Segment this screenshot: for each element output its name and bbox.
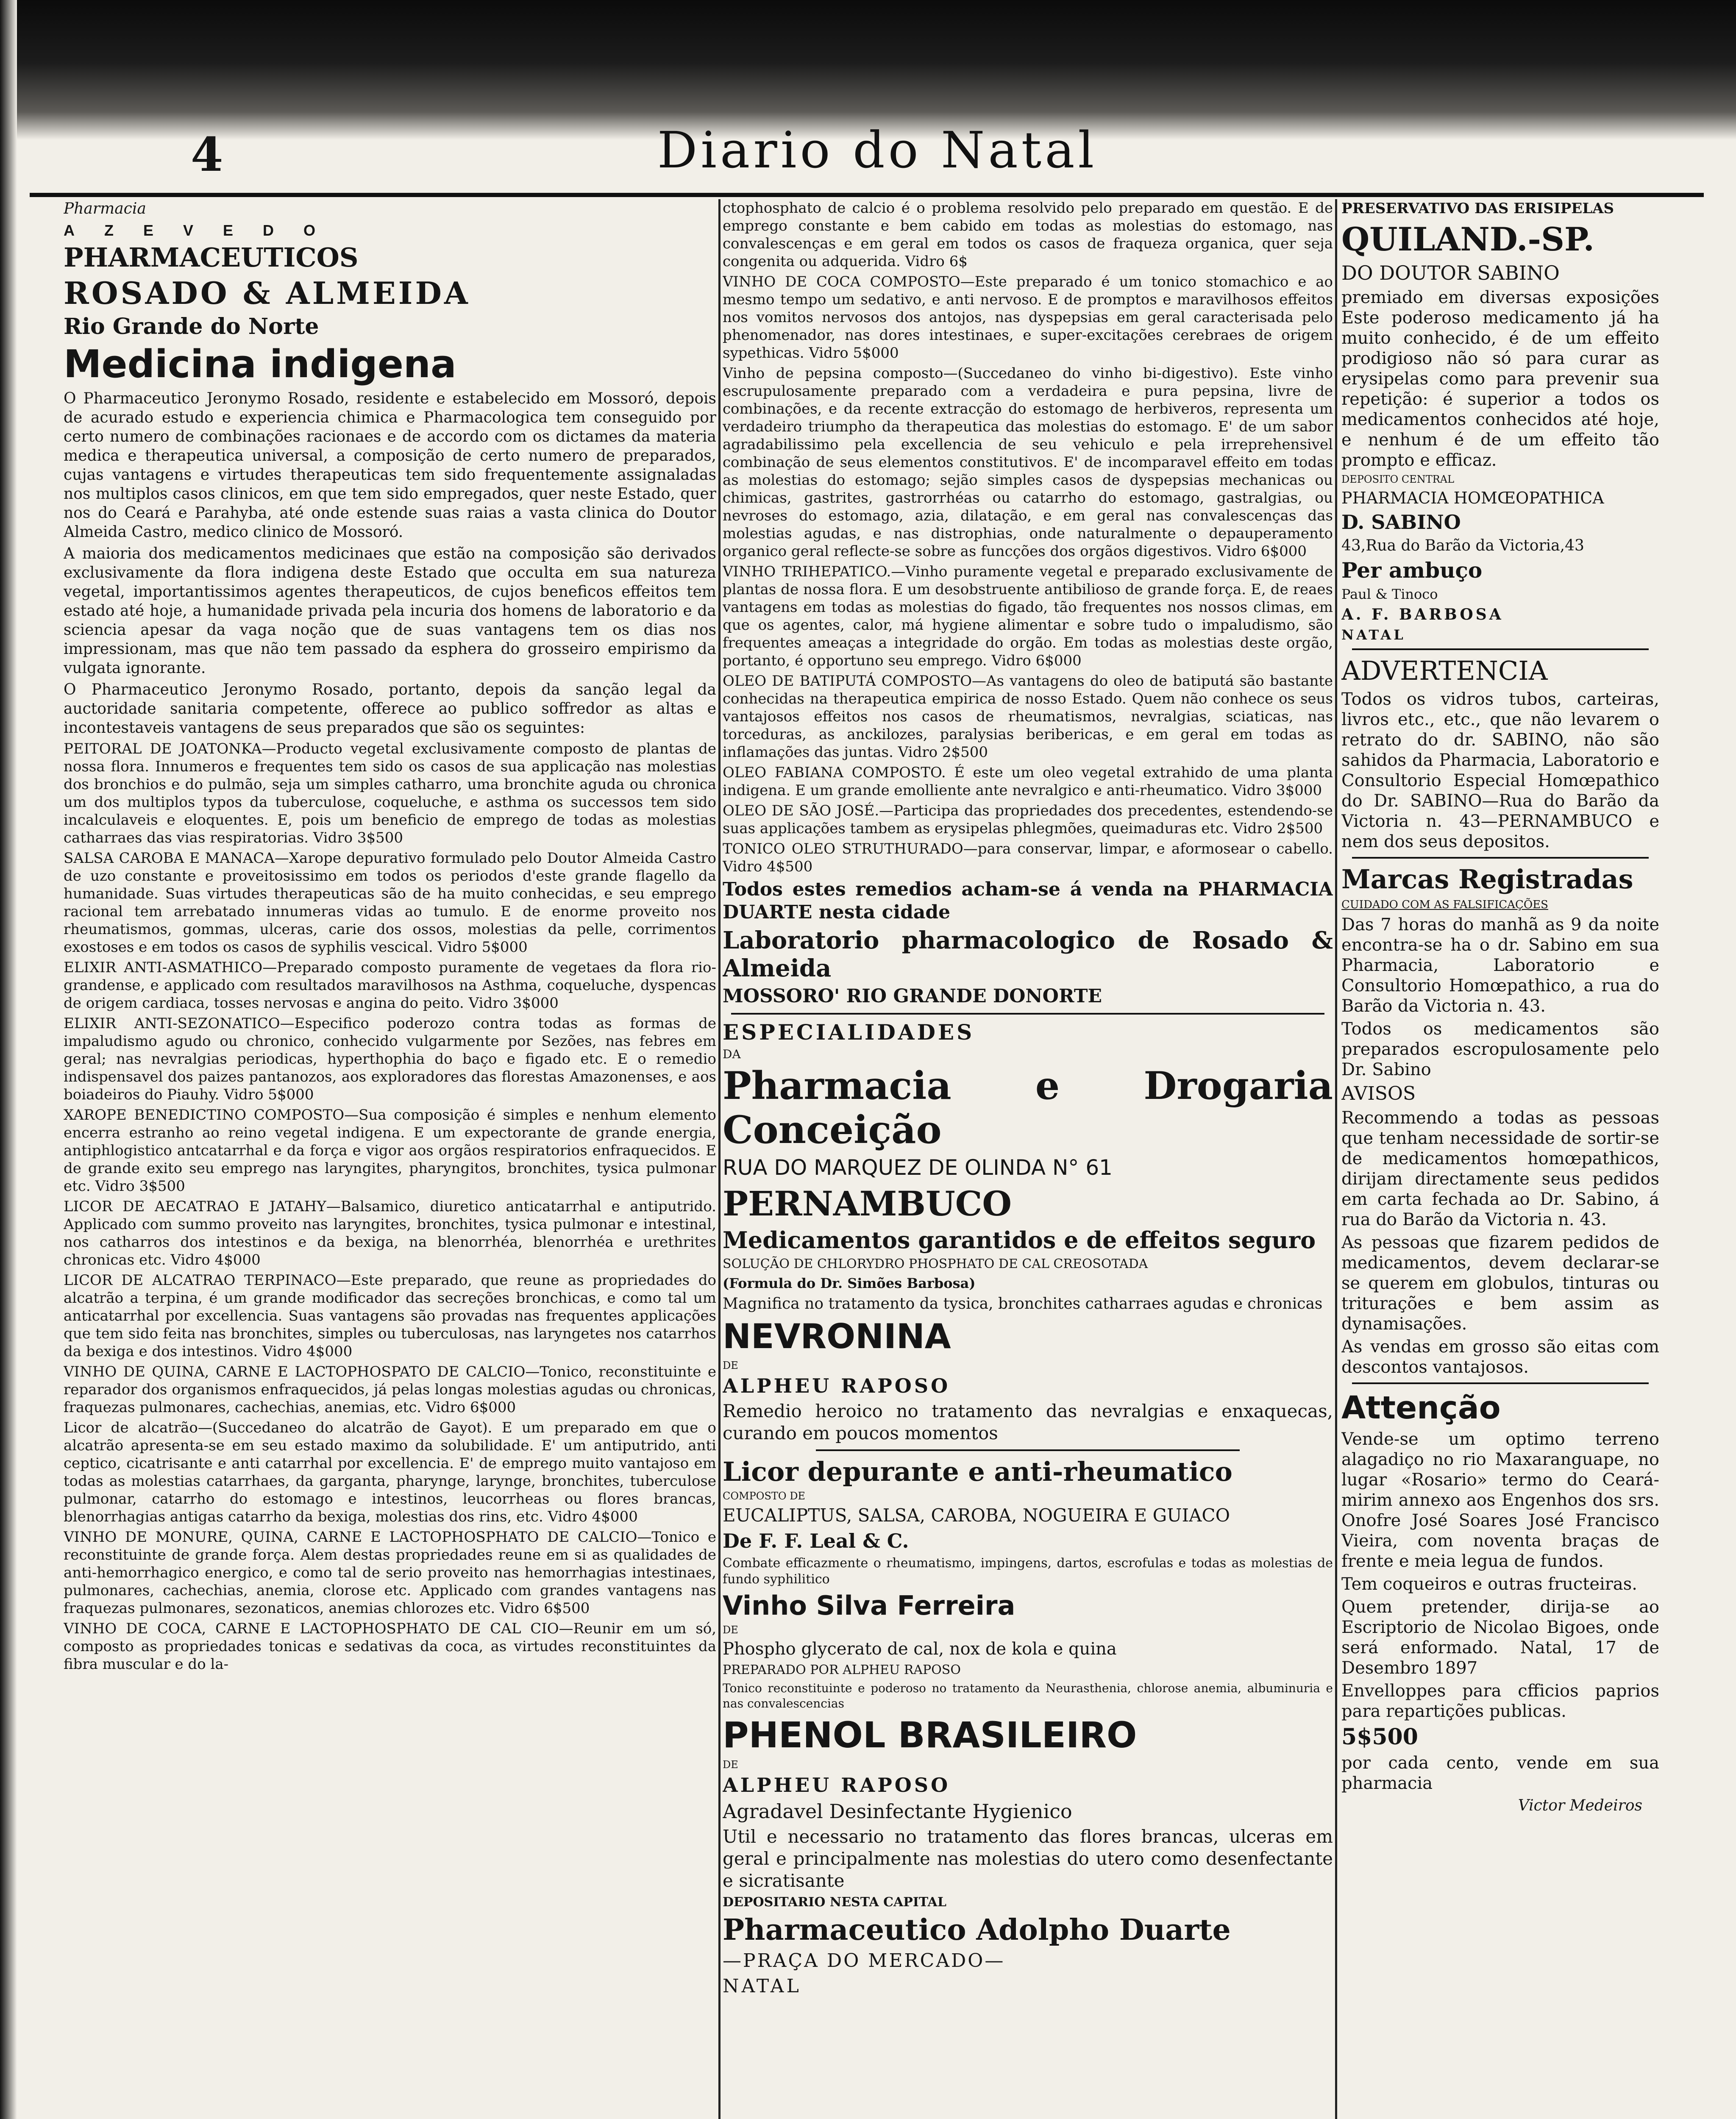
product-entry: LICOR DE AECATRAO E JATAHY—Balsamico, diuretico anticatarrhal e antiputrido. Applicado com summo proveito nas laryngites, bronchites, tysica pulmonar e intestinal, nos catharros dos intestinos e da bexiga, na blenorrhéa, blenorrhéa e urethrites chronicas etc. Vidro 4$000 [64, 1198, 716, 1268]
page-number: 4 [191, 127, 223, 182]
product-entry: Vinho de pepsina composto—(Succedaneo do vinho bi-digestivo). Este vinho escrupulosamente preparado com a verdadeira e pura pepsina, livre de combinações, e da recente extracção do estomago de herbiveros, representa um verdadeiro triumpho da therapeutica das molestias do estomago. E' de um sabor agradabilissimo pela excellencia de seu vehiculo e pela irreprehensivel combinação de seus elementos constitutivos. E' de incomparavel effeito em todas as molestias do estomago; sejão simples casos de dyspepsias mechanicas ou chimicas, gastrites, gastrorrhéas ou catarrho do estomago, gastralgias, ou nevroses do estomago, azia, dilatação, e em geral nas convalescenças das molestias agudas, e nas distrophias, onde naturalmente o depauperamento organico geral reflecte-se sobre as funcções dos orgãos digestivos. Vidro 6$000 [723, 365, 1333, 560]
util-line: Util e necessario no tratamento das flores brancas, ulceras em geral e principalmente nas molestias do utero como desenfectante e sicratisante [723, 1826, 1333, 1891]
product-entry: PEITORAL DE JOATONKA—Producto vegetal exclusivamente composto de plantas de nossa flora. Innumeros e frequentes tem sido os casos de sua applicação nas molestias dos bronchios e do pulmão, seja um simples catharro, uma bronchite aguda ou chronica um dos multiplos typos da tuberculose, coqueluche, e asthma os successos tem sido incalculaveis e eloquentes. E, pois um beneficio de emprego de todas as molestias catharraes das vias respiratorias. Vidro 3$500 [64, 740, 716, 846]
masthead-rule [30, 193, 1704, 197]
victor-signature: Victor Medeiros [1518, 1797, 1642, 1814]
sabino-address: 43,Rua do Barão da Victoria,43 [1341, 537, 1584, 554]
alpheu-raposo: ALPHEU RAPOSO [723, 1774, 951, 1796]
column-products-continued [723, 199, 1333, 2119]
ad-divider [1352, 648, 1649, 650]
combate-line: Combate efficazmente o rheumatismo, impingens, dartos, escrofulas e todas as molestias de fundo syphilitico [723, 1556, 1333, 1587]
attencao-heading: Attenção [1341, 1390, 1501, 1426]
product-entry: ELIXIR ANTI-SEZONATICO—Especifico poderozo contra todas as formas de impaludismo agudo ou chronico, conhecido vulgarmente por Sezões, nas febres em geral; nas nevralgias periodicas, hyperthophia do baço e figado etc. E o remedio indispensavel dos paizes pantanozos, aos exploradores das florestas Amazonenses, e aos boiadeiros do Piauhy. Vidro 5$000 [64, 1015, 716, 1103]
pharmacia-script-title: Pharmacia [64, 200, 146, 217]
licor-depurante-title: Licor depurante e anti-rheumatico [723, 1456, 1232, 1487]
preservativo-heading: PRESERVATIVO DAS ERISIPELAS [1341, 200, 1614, 217]
envelope-price: 5$500 [1341, 1724, 1418, 1750]
firm-name: ROSADO & ALMEIDA [64, 275, 470, 311]
pharmacia-homeopathica: PHARMACIA HOMŒOPATHICA [1341, 489, 1604, 507]
phenol-brasileiro-title: PHENOL BRASILEIRO [723, 1714, 1137, 1756]
product-entry: ELIXIR ANTI-ASMATHICO—Preparado composto puramente de vegetaes da flora rio-grandense, e applicado com resultados maravilhosos na Asthma, coqueluche, dyspencas de origem cardiaca, tosses nervosas e angina do peito. Vidro 3$000 [64, 959, 716, 1012]
product-entry: SALSA CAROBA E MANACA—Xarope depurativo formulado pelo Doutor Almeida Castro de uzo constante e proveitosissimo em todos os periodos d'este grande flagello da humanidade. Suas virtudes therapeuticas são de ha muito conhecidas, e seu emprego racional tem arrebatado innumeras vidas ao tumulo. E de enorme proveito nos rheumatismos, gommas, ulceras, carie dos ossos, molestias da pelle, corrimentos exostoses e em todos os casos de syphilis vescical. Vidro 5$000 [64, 850, 716, 956]
nevronina-desc: Remedio heroico no tratamento das nevralgias e enxaquecas, curando em poucos momentos [723, 1401, 1333, 1443]
marcas-heading: Marcas Registradas [1341, 864, 1633, 895]
avisos-text: Recommendo a todas as pessoas que tenham necessidade de sortir-se de medicamentos homœpathicos, dirijam directamente seus pedidos em carta fechada ao Dr. Sabino, á rua do Barão da Victoria n. 43. [1341, 1108, 1659, 1229]
product-entry: Licor de alcatrão—(Succedaneo do alcatrão de Gayot). E um preparado em que o alcatrão apresenta-se em seu estado maximo da solubilidade. E' um antiputrido, anti ceptico, cicatrisante e anti catarrhal por excellencia. E' de emprego muito vantajoso em todas as molestias catarrhaes, da garganta, pharynge, larynge, bronchites, tuberculose pulmonar, catarrho do estomago e intestinos, leucorrheas ou flores brancas, blenorrhagias antigas catarrho da bexiga, molestias dos rins, etc. Vidro 4$000 [64, 1419, 716, 1525]
product-entry: ctophosphato de calcio é o problema resolvido pelo preparado em questão. E de emprego constante e bem cabido em todas as molestias do estomago, nas convalescenças e em geral em todos os casos de fraqueza organica, quer seja congenita ou adquerida. Vidro 6$ [723, 200, 1333, 270]
cuidado-line: CUIDADO COM AS FALSIFICAÇÕES [1341, 898, 1548, 911]
todos-text: Todos os medicamentos são preparados escropulosamente pelo Dr. Sabino [1341, 1019, 1659, 1079]
sabino-name: D. SABINO [1341, 511, 1461, 534]
laboratory-name: Laboratorio pharmacologico de Rosado & Almeida [723, 926, 1333, 982]
product-entry: OLEO DE SÃO JOSÉ.—Participa das propriedades dos precedentes, estendendo-se suas applicações tambem as erysipelas phlegmões, queimaduras etc. Vidro 2$500 [723, 802, 1333, 837]
product-entry: VINHO TRIHEPATICO.—Vinho puramente vegetal e preparado exclusivamente de plantas de nossa flora. E um desobstruente antibilioso de grande força. E, de reaes vantagens em todas as molestias do figado, tão frequentes nos nossos climas, em que os agentes, calor, má hygiene alimentar e sobre tudo o impaludismo, são frequentes ameaças a integridade do orgão. Em todas as molestias deste orgão, portanto, é opportuno seu emprego. Vidro 6$000 [723, 563, 1333, 669]
quem-text: Quem pretender, dirija-se ao Escriptorio de Nicolao Bigoes, onde será enformado. Natal, 17 de Desembro 1897 [1341, 1597, 1659, 1678]
column-sabino-and-notices [1341, 199, 1659, 2119]
solucao-line: SOLUÇÃO DE CHLORYDRO PHOSPHATO DE CAL CREOSOTADA [723, 1257, 1148, 1271]
ad-divider [1352, 857, 1649, 859]
product-entry: OLEO DE BATIPUTÁ COMPOSTO—As vantagens do oleo de batiputá são bastante conhecidas na therapeutica empirica de nosso Estado. Quem não conhece os seus vantajosos effeitos nos casos de rheumatismos, nevralgias, sciaticas, nas torceduras, as anckilozes, paralysias beribericas, e em geral em todas as inflamações das juntas. Vidro 2$500 [723, 673, 1333, 761]
barbosa-line: A. F. BARBOSA [1341, 606, 1504, 623]
deposito-label: DEPOSITO CENTRAL [1341, 473, 1455, 485]
ad-divider [731, 1013, 1324, 1015]
conceicao-address: RUA DO MARQUEZ DE OLINDA N° 61 [723, 1155, 1113, 1180]
de-label: DE [723, 1624, 738, 1636]
intro-paragraph: O Pharmaceutico Jeronymo Rosado, residente e estabelecido em Mossoró, depois de acurado estudo e experiencia chimica e Pharmacologica tem conseguido por certo numero de combinações racionaes e de accordo com os dictames da materia medica e therapeutica universal, a composição de certo numero de preparados, cujas vantagens e virtudes therapeuticas tem sido frequentemente assignaladas nos multiplos casos clinicos, em que tem sido empregados, quer neste Estado, quer nos do Ceará e Parahyba, até onde estende suas raias a vasta clinica do Doutor Almeida Castro, medico clinico de Mossoró. [64, 390, 716, 541]
dark-scan-left-edge [0, 0, 17, 2119]
coqueiros-text: Tem coqueiros e outras fructeiras. [1341, 1574, 1638, 1594]
composto-label: COMPOSTO DE [723, 1490, 805, 1502]
medicamentos-garantidos: Medicamentos garantidos e de effeitos seguro [723, 1226, 1316, 1254]
ad-divider [1352, 1382, 1649, 1384]
praca-line: —PRAÇA DO MERCADO— [723, 1950, 1005, 1972]
phospho-line: Phospho glycerato de cal, nox de kola e quina [723, 1639, 1117, 1659]
ad-divider [816, 1449, 1240, 1451]
especialidades-heading: ESPECIALIDADES [723, 1020, 975, 1045]
depositario-line: DEPOSITARIO NESTA CAPITAL [723, 1895, 946, 1910]
laboratory-place: MOSSORO' RIO GRANDE DONORTE [723, 985, 1102, 1007]
product-entry: XAROPE BENEDICTINO COMPOSTO—Sua composição é simples e nenhum elemento encerra estranho ao reino vegetal indigena. E um expectorante de grande energia, antiphlogistico antcatarrhal e da força e vigor aos orgãos respiratorios enfraquecidos. E de grande exito seu emprego nas laryngites, pharyngitos, bronchites, tysica pulmonar etc. Vidro 3$500 [64, 1107, 716, 1195]
ingredients-line: EUCALIPTUS, SALSA, CAROBA, NOGUEIRA E GUIACO [723, 1505, 1230, 1526]
preparado-line: PREPARADO POR ALPHEU RAPOSO [723, 1663, 961, 1677]
agradavel-line: Agradavel Desinfectante Hygienico [723, 1800, 1072, 1823]
attencao-text: Vende-se um optimo terreno alagadiço no rio Maxaranguape, no lugar «Rosario» termo do Ceará-mirim annexo aos Engenhos dos srs. Onofre José Soares José Francisco Vieira, com noventa braças de frente e meia legua de fundos. [1341, 1429, 1659, 1571]
de-label: DE [723, 1759, 738, 1771]
product-entry: VINHO DE MONURE, QUINA, CARNE E LACTOPHOSPHATO DE CALCIO—Tonico e reconstituinte de grande força. Alem destas propriedades reune em si as qualidades de anti-hemorrhagico energico, e como tal de serio proveito nas hemorrhagias intestinaes, pulmonares, cachechias, anemia, clorose etc. Applicado com grandes vantagens nas fraquezas pulmonares, sezonaticos, anemias chlorozes etc. Vidro 6$500 [64, 1529, 716, 1617]
quiland-title: QUILAND.-SP. [1341, 220, 1595, 258]
envelopes-text: Envelloppes para cfficios paprios para repartições publicas. [1341, 1681, 1659, 1721]
product-entry: VINHO DE COCA, CARNE E LACTOPHOSPHATO DE CAL CIO—Reunir em um só, composto as propriedades tonicas e sedativas da coca, as virtudes reconstituintes da fibra muscular e do la- [64, 1620, 716, 1673]
newspaper-title: Diario do Natal [657, 121, 1098, 179]
product-entry: LICOR DE ALCATRAO TERPINACO—Este preparado, que reune as propriedades do alcatrão a terpina, é um grande modificador das secreções bronchicas, e como tal um anticatarrhal por excellencia. Suas vantagens são provadas nas frequentes applicações que tem sido feita nas bronchites, simples ou tuberculosas, nas laryngetes nos catarrhos da bexiga e dos intestinos. Vidro 4$000 [64, 1272, 716, 1360]
flora-paragraph: A maioria dos medicamentos medicinaes que estão na composição são derivados exclusivamente da flora indigena deste Estado que occulta em sua natureza vegetal, importantissimos agentes therapeuticos, de cujos beneficos effeitos tem estado até hoje, a humanidade privada pela incuria dos homens de laboratorio e da sciencia apesar da vaga noção que de suas vantagens tem os dias nos impressionam, mas que não tem passado da esphera do grosseiro empirismo da vulgata ignorante. [64, 545, 716, 677]
vinho-silva-ferreira: Vinho Silva Ferreira [723, 1590, 1015, 1621]
tonico-line: Tonico reconstituinte e poderoso no tratamento da Neurasthenia, chlorose anemia, albuminuria e nas convalescencias [723, 1681, 1333, 1710]
de-label: DE [723, 1360, 738, 1371]
natal-line: NATAL [723, 1975, 801, 1997]
section-heading: Medicina indigena [64, 342, 456, 387]
product-entry: VINHO DE COCA COMPOSTO—Este preparado é um tonico stomachico e ao mesmo tempo um sedativo, e anti nervoso. E de promptos e maravilhosos effeitos nos vomitos nervosos dos antojos, nas dyspepsias em geral caracterisada pelo phenomenador, nas dores intestinaes, e super-excitações cerebraes de origem sypethicas. Vidro 5$000 [723, 273, 1333, 362]
da-label: DA [723, 1047, 741, 1061]
paul-tinoco: Paul & Tinoco [1341, 586, 1438, 602]
pharmaceuticos-label: PHARMACEUTICOS [64, 242, 359, 273]
sold-at-pharmacia-duarte: Todos estes remedios acham-se á venda na PHARMACIA DUARTE nesta cidade [723, 879, 1333, 923]
as-pessoas-text: As pessoas que fizarem pedidos de medicamentos, devem declarar-se se querem em globulos, tinturas ou triturações e bem assim as dynamisações. [1341, 1233, 1659, 1334]
offer-paragraph: O Pharmaceutico Jeronymo Rosado, portanto, depois da sanção legal da auctoridade sanitaria competente, offerece ao publico soffredor as altas e incontestaveis vantagens de seus preparados que são os seguintes: [64, 681, 716, 737]
column-pharmacia-azevedo [64, 199, 716, 2119]
natal-line: NATAL [1341, 627, 1406, 643]
as-vendas-text: As vendas em grosso são eitas com descontos vantajosos. [1341, 1337, 1659, 1377]
product-entry: VINHO DE QUINA, CARNE E LACTOPHOSPATO DE CALCIO—Tonico, reconstituinte e reparador dos organismos enfraquecidos, já pelas longas molestias agudas ou chronicas, fraquezas pulmonares, cachechias, anemias, etc. Vidro 6$000 [64, 1363, 716, 1416]
avisos-heading: AVISOS [1341, 1083, 1416, 1104]
doutor-sabino-line: DO DOUTOR SABINO [1341, 261, 1560, 284]
pernambuco-line: Per ambuço [1341, 558, 1483, 583]
quiland-desc: premiado em diversas exposições Este poderoso medicamento já ha muito conhecido, é de um effeito prodigioso não só para curar as erysipelas como para prevenir sua repetição: é superior a todos os medicamentos conhecidos até hoje, e nenhum é de um effeito tão prompto e efficaz. [1341, 288, 1659, 470]
azevedo-title: AZEVEDO [64, 222, 345, 239]
dark-scan-top-edge [0, 0, 1736, 140]
adolpho-duarte: Pharmaceutico Adolpho Duarte [723, 1913, 1231, 1947]
por-cada-text: por cada cento, vende em sua pharmacia [1341, 1753, 1659, 1793]
column-divider [718, 199, 721, 2119]
pharmacia-conceicao-title: Pharmacia e Drogaria Conceição [723, 1063, 1333, 1152]
firm-place: Rio Grande do Norte [64, 314, 319, 339]
advertencia-heading: ADVERTENCIA [1341, 655, 1548, 686]
pernambuco-title: PERNAMBUCO [723, 1184, 1012, 1224]
alpheu-raposo: ALPHEU RAPOSO [723, 1374, 951, 1397]
formula-line: (Formula do Dr. Simões Barbosa) [723, 1275, 976, 1291]
marcas-text: Das 7 horas do manhã as 9 da noite encontra-se ha o dr. Sabino em sua Pharmacia, Laboratorio e Consultorio Homœpathico, a rua do Barão da Victoria n. 43. [1341, 915, 1659, 1016]
advertencia-text: Todos os vidros tubos, carteiras, livros etc., etc., que não levarem o retrato do dr. SABINO, não são sahidos da Pharmacia, Laboratorio e Consultorio Especial Homœpathico do Dr. SABINO—Rua do Barão da Victoria n. 43—PERNAMBUCO e nem dos seus depositos. [1341, 690, 1659, 851]
column-divider [1335, 199, 1337, 2119]
product-entry: TONICO OLEO STRUTHURADO—para conservar, limpar, e aformosear o cabello. Vidro 4$500 [723, 840, 1333, 875]
magnifica-line: Magnifica no tratamento da tysica, bronchites catharraes agudas e chronicas [723, 1295, 1323, 1313]
product-entry: OLEO FABIANA COMPOSTO. É este um oleo vegetal extrahido de uma planta indigena. E um grande emolliente ante nevralgico e anti-rheumatico. Vidro 3$000 [723, 764, 1333, 799]
leal-line: De F. F. Leal & C. [723, 1529, 909, 1552]
nevronina-title: NEVRONINA [723, 1317, 951, 1356]
